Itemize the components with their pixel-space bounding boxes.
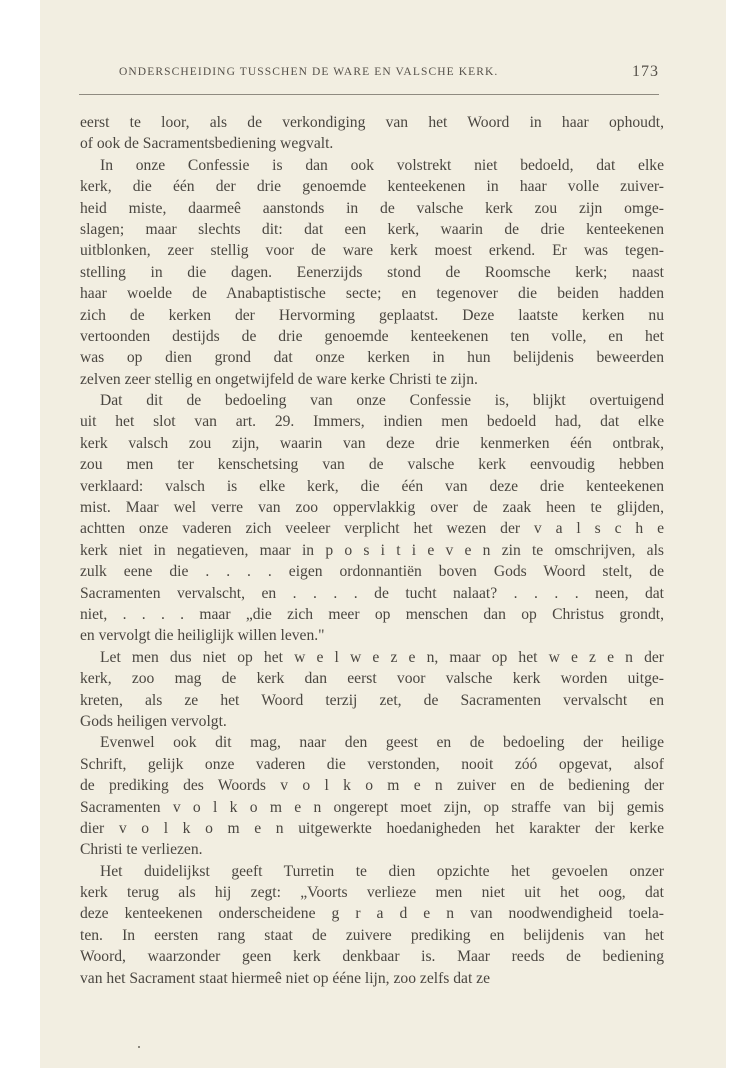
text-line: kerk niet in negatieven, maar in p o s i t i e v e n zin te omschrijven, als bbox=[80, 541, 664, 559]
text-line: eerst te loor, als de verkondiging van het Woord in haar ophoudt, bbox=[80, 114, 664, 131]
text-line: Christi te verliezen. bbox=[80, 841, 203, 859]
paragraph bbox=[80, 155, 664, 390]
text-line: dier v o l k o m e n uitgewerkte hoedanigheden het karakter der kerke bbox=[80, 819, 664, 837]
paragraph bbox=[80, 390, 664, 647]
text-line: verklaard: valsch is elke kerk, die één van deze drie kenteekenen bbox=[80, 477, 664, 495]
paragraph bbox=[80, 861, 664, 989]
text-line: Gods heiligen vervolgt. bbox=[80, 712, 227, 730]
text-line: Sacramenten vervalscht, en . . . . de tucht nalaat? . . . . neen, dat bbox=[80, 584, 664, 602]
page-number: 173 bbox=[632, 63, 659, 80]
text-line: deze kenteekenen onderscheidene g r a d e n van noodwendigheid toela- bbox=[80, 905, 664, 923]
text-line: In onze Confessie is dan ook volstrekt niet bedoeld, dat elke bbox=[100, 156, 664, 174]
text-line: zich de kerken der Hervorming geplaatst. Deze laatste kerken nu bbox=[80, 306, 664, 324]
text-line: ten. In eersten rang staat de zuivere prediking en belijdenis van het bbox=[80, 926, 664, 944]
text-line: zou men ter kenschetsing van de valsche kerk eenvoudig hebben bbox=[80, 456, 664, 474]
paragraph bbox=[80, 112, 664, 155]
text-line: uit het slot van art. 29. Immers, indien men bedoeld had, dat elke bbox=[80, 413, 664, 431]
text-line: kerk, die één der drie genoemde kenteekenen in haar volle zuiver- bbox=[80, 178, 664, 196]
text-line: kerk valsch zou zijn, waarin van deze drie kenmerken één ontbrak, bbox=[80, 434, 664, 452]
text-line: Sacramenten v o l k o m e n ongerept moet zijn, op straffe van bij gemis bbox=[80, 798, 664, 816]
text-line: achtten onze vaderen zich veeleer verplicht het wezen der v a l s c h e bbox=[80, 520, 664, 538]
paragraph bbox=[80, 732, 664, 860]
text-line: kerk terug als hij zegt: „Voorts verlieze men niet uit het oog, dat bbox=[80, 884, 664, 902]
text-line: stelling in die dagen. Eenerzijds stond de Roomsche kerk; naast bbox=[80, 263, 664, 281]
paragraph bbox=[80, 647, 664, 733]
text-line: zelven zeer stellig en ongetwijfeld de ware kerke Christi te zijn. bbox=[80, 370, 478, 388]
text-line: haar woelde de Anabaptistische secte; en tegenover die beiden hadden bbox=[80, 285, 664, 303]
text-line: heid miste, daarmeê aanstonds in de valsche kerk zou zijn omge- bbox=[80, 199, 664, 217]
text-line: Schrift, gelijk onze vaderen die verstonden, nooit zóó opgevat, alsof bbox=[80, 755, 664, 773]
text-line: kreten, als ze het Woord terzij zet, de Sacramenten vervalscht en bbox=[80, 691, 664, 709]
text-line: Woord, waarzonder geen kerk denkbaar is. Maar reeds de bediening bbox=[80, 948, 664, 966]
header-rule bbox=[79, 94, 659, 95]
text-line: of ook de Sacramentsbediening wegvalt. bbox=[80, 135, 334, 153]
text-line: Het duidelijkst geeft Turretin te dien opzichte het gevoelen onzer bbox=[100, 862, 664, 880]
text-line: was op dien grond dat onze kerken in hun belijdenis beweerden bbox=[80, 349, 664, 367]
running-header bbox=[79, 63, 659, 86]
text-line: Evenwel ook dit mag, naar den geest en de bedoeling der heilige bbox=[100, 734, 664, 752]
running-title: ONDERSCHEIDING TUSSCHEN DE WARE EN VALSCHE KERK. bbox=[119, 66, 499, 78]
text-line: Let men dus niet op het w e l w e z e n, maar op het w e z e n der bbox=[100, 648, 664, 666]
body-text bbox=[80, 112, 664, 989]
text-line: Dat dit de bedoeling van onze Confessie is, blijkt overtuigend bbox=[100, 392, 664, 410]
ink-speck bbox=[138, 1046, 140, 1048]
text-line: zulk eene die . . . . eigen ordonnantiën boven Gods Woord stelt, de bbox=[80, 563, 664, 581]
text-line: de prediking des Woords v o l k o m e n zuiver en de bediening der bbox=[80, 777, 664, 795]
text-line: mist. Maar wel verre van zoo oppervlakkig over de zaak heen te glijden, bbox=[80, 499, 664, 517]
text-line: van het Sacrament staat hiermeê niet op ééne lijn, zoo zelfs dat ze bbox=[80, 969, 491, 987]
text-line: kerk, zoo mag de kerk dan eerst voor valsche kerk worden uitge- bbox=[80, 670, 664, 688]
text-line: uitblonken, zeer stellig voor de ware kerk moest erkend. Er was tegen- bbox=[80, 242, 664, 260]
text-line: en vervolgt die heiliglijk willen leven." bbox=[80, 627, 325, 645]
text-line: vertoonden destijds de drie genoemde kenteekenen ten volle, en het bbox=[80, 327, 664, 345]
text-line: slagen; maar slechts dit: dat een kerk, waarin de drie kenteekenen bbox=[80, 220, 664, 238]
text-line: niet, . . . . maar „die zich meer op menschen dan op Christus grondt, bbox=[80, 605, 664, 623]
